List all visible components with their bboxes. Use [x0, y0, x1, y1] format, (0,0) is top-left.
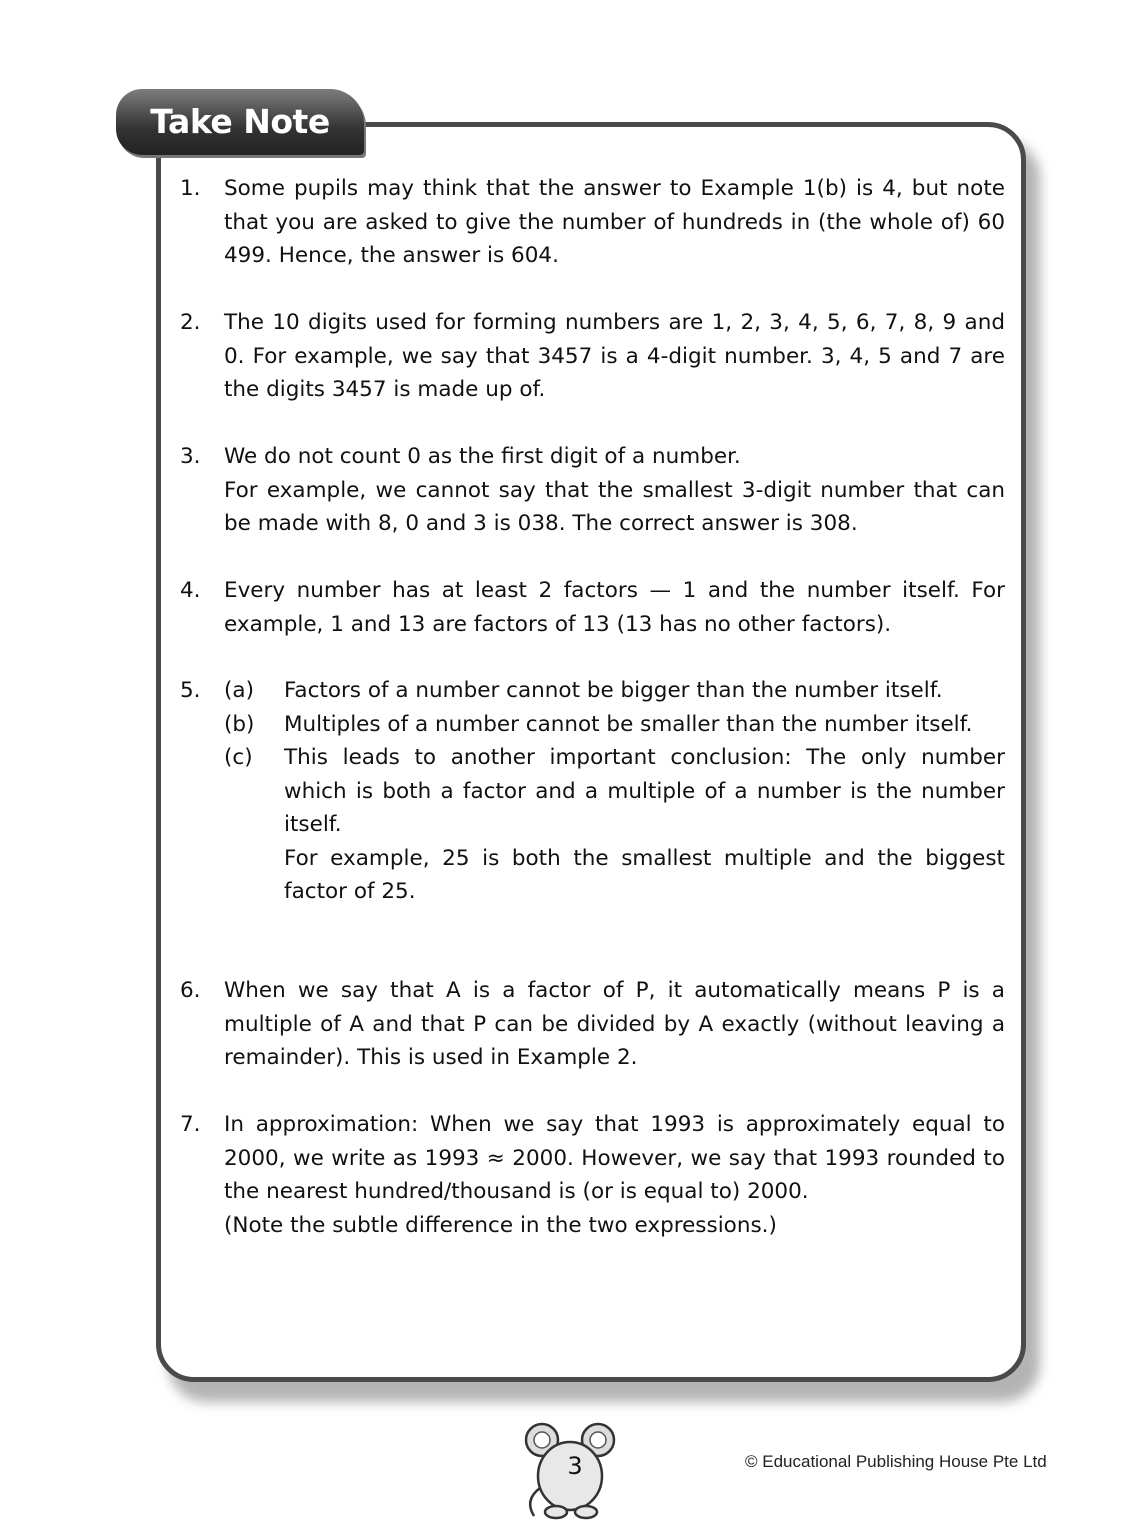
note-text: We do not count 0 as the first digit of a number.	[224, 444, 741, 469]
sub-letter: (a)	[224, 678, 254, 703]
page-title: Take Note	[150, 102, 330, 141]
note-number: 1.	[180, 176, 201, 201]
note-number: 5.	[180, 678, 201, 703]
sub-letter: (b)	[224, 711, 255, 737]
note-text: This leads to another important conclusion: The only number which is both a factor and a multiple of a number is the number itself.	[284, 745, 1005, 837]
note-text: (Note the subtle difference in the two expressions.)	[224, 1212, 777, 1238]
note-2	[180, 306, 1005, 407]
note-number: 2.	[180, 310, 201, 335]
note-7	[180, 1108, 1005, 1242]
note-text: Some pupils may think that the answer to Example 1(b) is 4, but note that you are asked to give the number of hundreds in (the whole of) 60 499. Hence, the answer is 604.	[224, 176, 1005, 268]
note-text: Every number has at least 2 factors — 1 and the number itself. For example, 1 and 13 are factors of 13 (13 has no other factors).	[224, 578, 1005, 637]
sub-letter: (c)	[224, 745, 253, 770]
note-1	[180, 172, 1005, 273]
note-text: In approximation: When we say that 1993 is approximately equal to 2000, we write as 1993 ≈ 2000. However, we say that 1993 rounded to the nearest hundred/thousand is (or is equal to) 2000.	[224, 1112, 1005, 1204]
note-number: 7.	[180, 1112, 201, 1137]
note-text: Multiples of a number cannot be smaller than the number itself.	[284, 711, 973, 737]
note-5b	[224, 708, 1005, 742]
note-6	[180, 974, 1005, 1075]
note-text: When we say that A is a factor of P, it automatically means P is a multiple of A and that P can be divided by A exactly (without leaving a remainder). This is used in Example 2.	[224, 978, 1005, 1070]
note-5c	[224, 741, 1005, 909]
note-5a	[224, 674, 1005, 708]
note-number: 3.	[180, 444, 201, 469]
note-text: Factors of a number cannot be bigger than the number itself.	[284, 678, 943, 703]
page-number: 3	[567, 1452, 583, 1480]
note-4	[180, 574, 1005, 641]
note-text: For example, 25 is both the smallest multiple and the biggest factor of 25.	[284, 845, 1005, 904]
note-text: For example, we cannot say that the smallest 3-digit number that can be made with 8, 0 and 3 is 038. The correct answer is 308.	[224, 477, 1005, 536]
note-number: 6.	[180, 978, 201, 1003]
note-3	[180, 440, 1005, 541]
note-number: 4.	[180, 578, 201, 603]
note-5	[180, 674, 1005, 909]
copyright-notice: © Educational Publishing House Pte Ltd	[745, 1452, 1047, 1471]
title-tab	[116, 89, 364, 155]
note-text: The 10 digits used for forming numbers are 1, 2, 3, 4, 5, 6, 7, 8, 9 and 0. For example, we say that 3457 is a 4-digit number. 3, 4, 5 and 7 are the digits 3457 is made up of.	[224, 310, 1005, 402]
